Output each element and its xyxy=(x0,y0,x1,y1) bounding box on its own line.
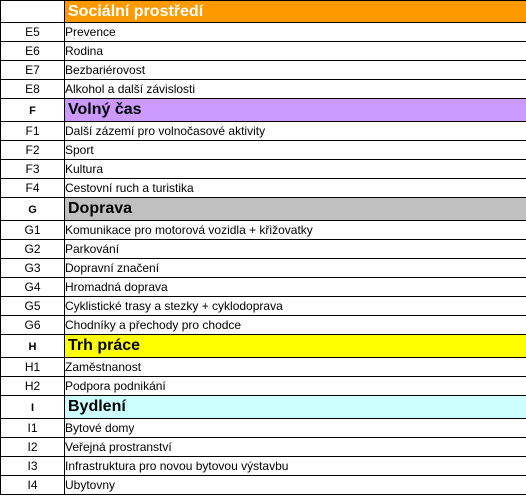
table-row xyxy=(1,358,526,377)
item-code-cell[interactable]: H1 xyxy=(1,358,65,377)
section-code-cell[interactable]: H xyxy=(1,335,65,358)
item-code-cell[interactable]: G4 xyxy=(1,278,65,297)
spreadsheet-body xyxy=(1,1,526,495)
item-label-cell[interactable]: Chodníky a přechody pro chodce xyxy=(65,316,526,335)
item-code-cell[interactable]: F4 xyxy=(1,179,65,198)
item-code-cell[interactable]: F1 xyxy=(1,122,65,141)
item-label-cell[interactable]: Další zázemí pro volnočasové aktivity xyxy=(65,122,526,141)
section-header-row xyxy=(1,1,526,23)
item-code-cell[interactable]: F3 xyxy=(1,160,65,179)
item-code-cell[interactable]: E6 xyxy=(1,42,65,61)
item-code-cell[interactable]: G2 xyxy=(1,240,65,259)
section-code-cell[interactable]: I xyxy=(1,396,65,419)
item-code-cell[interactable]: G3 xyxy=(1,259,65,278)
item-label-cell[interactable]: Prevence xyxy=(65,23,526,42)
item-code-cell[interactable]: E7 xyxy=(1,61,65,80)
item-label-cell[interactable]: Zaměstnanost xyxy=(65,358,526,377)
table-row xyxy=(1,278,526,297)
section-code-cell[interactable]: F xyxy=(1,99,65,122)
item-label-cell[interactable]: Cyklistické trasy a stezky + cyklodoprava xyxy=(65,297,526,316)
item-code-cell[interactable]: I3 xyxy=(1,457,65,476)
table-row xyxy=(1,160,526,179)
item-label-cell[interactable]: Podpora podnikání xyxy=(65,377,526,396)
item-code-cell[interactable]: I2 xyxy=(1,438,65,457)
table-row xyxy=(1,221,526,240)
section-title-cell[interactable]: Bydlení xyxy=(65,396,526,419)
section-title-cell[interactable]: Sociální prostředí xyxy=(65,1,526,23)
item-label-cell[interactable]: Alkohol a další závislosti xyxy=(65,80,526,99)
item-label-cell[interactable]: Komunikace pro motorová vozidla + křižovatky xyxy=(65,221,526,240)
section-title-cell[interactable]: Doprava xyxy=(65,198,526,221)
item-label-cell[interactable]: Hromadná doprava xyxy=(65,278,526,297)
item-label-cell[interactable]: Dopravní značení xyxy=(65,259,526,278)
table-row xyxy=(1,42,526,61)
item-label-cell[interactable]: Kultura xyxy=(65,160,526,179)
table-row xyxy=(1,377,526,396)
table-row xyxy=(1,259,526,278)
table-row xyxy=(1,122,526,141)
table-row xyxy=(1,419,526,438)
table-row xyxy=(1,316,526,335)
table-row xyxy=(1,179,526,198)
item-label-cell[interactable]: Infrastruktura pro novou bytovou výstavbu xyxy=(65,457,526,476)
table-row xyxy=(1,61,526,80)
table-row xyxy=(1,476,526,495)
section-title-cell[interactable]: Trh práce xyxy=(65,335,526,358)
table-row xyxy=(1,240,526,259)
item-code-cell[interactable]: E8 xyxy=(1,80,65,99)
section-header-row xyxy=(1,396,526,419)
item-code-cell[interactable]: G6 xyxy=(1,316,65,335)
item-label-cell[interactable]: Rodina xyxy=(65,42,526,61)
section-code-cell[interactable]: G xyxy=(1,198,65,221)
table-row xyxy=(1,23,526,42)
table-row xyxy=(1,438,526,457)
item-label-cell[interactable]: Bezbariérovost xyxy=(65,61,526,80)
item-code-cell[interactable]: I1 xyxy=(1,419,65,438)
item-label-cell[interactable]: Sport xyxy=(65,141,526,160)
item-code-cell[interactable]: E5 xyxy=(1,23,65,42)
item-code-cell[interactable]: G1 xyxy=(1,221,65,240)
item-label-cell[interactable]: Parkování xyxy=(65,240,526,259)
section-header-row xyxy=(1,198,526,221)
table-row xyxy=(1,457,526,476)
section-header-row xyxy=(1,99,526,122)
item-label-cell[interactable]: Veřejná prostranství xyxy=(65,438,526,457)
item-code-cell[interactable]: H2 xyxy=(1,377,65,396)
item-label-cell[interactable]: Ubytovny xyxy=(65,476,526,495)
table-row xyxy=(1,297,526,316)
item-code-cell[interactable]: I4 xyxy=(1,476,65,495)
item-label-cell[interactable]: Bytové domy xyxy=(65,419,526,438)
section-code-cell[interactable] xyxy=(1,1,65,23)
section-title-cell[interactable]: Volný čas xyxy=(65,99,526,122)
item-code-cell[interactable]: G5 xyxy=(1,297,65,316)
item-label-cell[interactable]: Cestovní ruch a turistika xyxy=(65,179,526,198)
table-row xyxy=(1,141,526,160)
item-code-cell[interactable]: F2 xyxy=(1,141,65,160)
table-row xyxy=(1,80,526,99)
section-header-row xyxy=(1,335,526,358)
